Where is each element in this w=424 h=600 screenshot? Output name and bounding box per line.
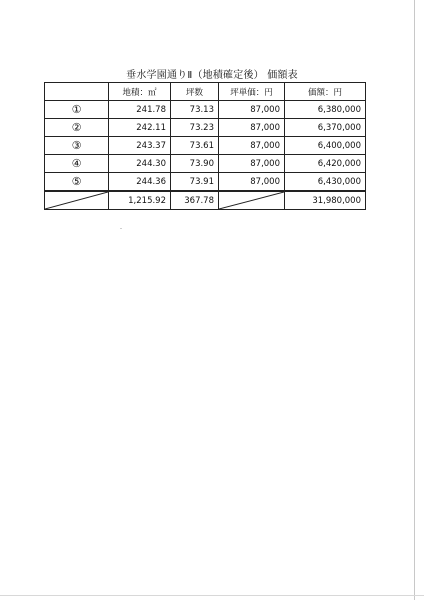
diagonal-line (219, 192, 284, 209)
area-cell: 241.78 (109, 101, 171, 119)
total-tsubo-cell: 367.78 (171, 191, 219, 210)
table-row (45, 101, 366, 119)
total-price-cell: 31,980,000 (285, 191, 366, 210)
header-unit-price: 坪単価：円 (219, 83, 285, 101)
total-area-cell: 1,215.92 (109, 191, 171, 210)
page-edge-bottom (0, 595, 424, 596)
tsubo-cell: 73.23 (171, 119, 219, 137)
scan-speck (120, 228, 122, 229)
unit-price-cell: 87,000 (219, 101, 285, 119)
price-cell: 6,430,000 (285, 173, 366, 192)
page-edge-right (414, 0, 415, 600)
area-cell: 243.37 (109, 137, 171, 155)
tsubo-cell: 73.91 (171, 173, 219, 192)
total-row (45, 191, 366, 210)
document-title: 垂水学園通りⅡ（地積確定後） 価額表 (126, 70, 298, 81)
row-number: ③ (45, 137, 109, 155)
table-header-row (45, 83, 366, 101)
header-empty (45, 83, 109, 101)
tsubo-cell: 73.90 (171, 155, 219, 173)
price-cell: 6,370,000 (285, 119, 366, 137)
tsubo-cell: 73.61 (171, 137, 219, 155)
row-number: ④ (45, 155, 109, 173)
table-row (45, 173, 366, 192)
tsubo-cell: 73.13 (171, 101, 219, 119)
unit-price-cell: 87,000 (219, 137, 285, 155)
table-row (45, 119, 366, 137)
area-cell: 242.11 (109, 119, 171, 137)
unit-price-cell: 87,000 (219, 119, 285, 137)
header-price: 価額：円 (285, 83, 366, 101)
area-cell: 244.30 (109, 155, 171, 173)
area-cell: 244.36 (109, 173, 171, 192)
header-area: 地積：㎡ (109, 83, 171, 101)
table-row (45, 155, 366, 173)
row-number: ⑤ (45, 173, 109, 192)
diagonal-line (45, 192, 108, 209)
total-label-diagonal-cell (45, 191, 109, 210)
unit-price-cell: 87,000 (219, 155, 285, 173)
price-table (44, 82, 366, 210)
unit-price-cell: 87,000 (219, 173, 285, 192)
total-unit-price-diagonal-cell (219, 191, 285, 210)
row-number: ① (45, 101, 109, 119)
row-number: ② (45, 119, 109, 137)
table-row (45, 137, 366, 155)
header-tsubo: 坪数 (171, 83, 219, 101)
price-cell: 6,400,000 (285, 137, 366, 155)
price-cell: 6,380,000 (285, 101, 366, 119)
price-cell: 6,420,000 (285, 155, 366, 173)
